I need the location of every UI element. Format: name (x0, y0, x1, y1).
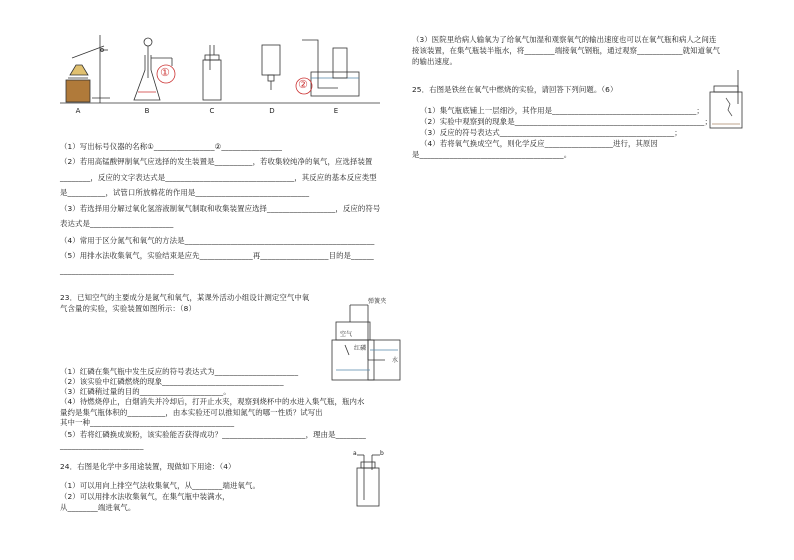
q23-label-phosphorus: 红磷 (354, 345, 367, 352)
q1-line3: ________，反应的文字表达式是__________________________________，其反应的基本反应类型 (60, 173, 377, 182)
q1-line2: （2）若用高锰酸钾制氧气应选择的发生装置是__________，若收集较纯净的氧气，应选择装置 (60, 157, 373, 166)
q23-line5: 量约是集气瓶体积的__________，由本实验还可以推知氮气的哪一性质？试写出 (60, 408, 323, 417)
q25-line3: （3）反应的符号表达式______________________________________________； (420, 128, 682, 137)
q24-3-line1: （3）医院里给病人输氧为了给氧气加湿和观察氧气的输出速度也可以在氧气瓶和病人之间连 (412, 35, 717, 44)
q23-line4: （4）待燃烧停止，白烟消失并冷却后，打开止水夹，观察到烧杯中的水进入集气瓶，瓶内水 (60, 397, 365, 406)
q25-line4: （4）若将氧气换成空气，则化学反应__________________进行，其原因 (420, 139, 658, 148)
q1-line1: （1）写出标号仪器的名称①________________②________________ (60, 142, 283, 151)
q23-line8: ______________________ (60, 441, 144, 450)
q25-line2: （2）实验中观察到的现象是__________________________________________________； (420, 117, 712, 126)
label-D: D (269, 107, 275, 115)
q1-line5: （3）若选择用分解过氧化氢溶液制氧气制取和收集装置应选择__________________，反应的符号 (60, 204, 381, 213)
q23-line6: 其中一种______________________________________ (60, 418, 235, 427)
q24-line1: （1）可以用向上排空气法收集氧气，从________端进氧气。 (60, 481, 260, 490)
marker-1: ① (160, 66, 170, 79)
q24-label-a: a (353, 450, 357, 457)
marker-2: ② (298, 78, 308, 91)
q23-label-clip: 弹簧夹 (368, 298, 387, 305)
q24-intro: 24．右图是化学中多用途装置，现做如下用途：（4） (60, 462, 236, 471)
q1-line6: 表达式是______________________ (60, 219, 174, 228)
label-B: B (144, 107, 150, 115)
q24-3-line3: 的输出速度。 (412, 57, 457, 66)
q25-intro: 25．右图是铁丝在氧气中燃烧的实验，请回答下列问题。（6） (412, 85, 618, 94)
q23-intro2: 气含量的实验，实验装置如图所示：（8） (60, 304, 196, 313)
q24-label-b: b (380, 450, 384, 457)
q23-line3: （3）红磷稍过量的目的______________________。 (60, 387, 231, 396)
q24-3-line2: 接该装置，在集气瓶装半瓶水，将________端接氧气钢瓶，通过观察____________就知道氧气 (412, 46, 721, 55)
q25-line1: （1）集气瓶底铺上一层细沙，其作用是______________________________________； (420, 106, 704, 115)
q1-line8: （5）用排水法收集氧气，实验结束是应先______________再__________________目的是______ (60, 251, 374, 260)
q23-label-air: 空气 (340, 331, 353, 338)
q23-line7: （5）若将红磷换成炭粉，该实验能否获得成功？______________________，理由是________ (60, 430, 366, 439)
q23-intro1: 23．已知空气的主要成分是氮气和氧气，某课外活动小组设计测定空气中氧 (60, 293, 310, 302)
q23-line1: （1）红磷在集气瓶中发生反应的符号表达式为______________________ (60, 367, 299, 376)
q1-line9: ______________________________ (60, 266, 174, 275)
q24-line2: （2）可以用排水法收集氧气，在集气瓶中装满水， (60, 492, 230, 501)
q24-line3: 从________端进氧气。 (60, 503, 136, 512)
label-C: C (209, 107, 215, 115)
label-A: A (75, 107, 81, 115)
q1-line4: 是__________，试管口所放棉花的作用是______________________________ (60, 188, 310, 197)
q25-line5: 是______________________________________。 (412, 150, 572, 159)
q23-line2: （2）该实验中红磷燃烧的现象________________________________ (60, 377, 284, 386)
q1-line7: （4）常用于区分氮气和氧气的方法是__________________________________________________ (60, 236, 375, 245)
q23-label-water: 水 (392, 357, 399, 364)
label-E: E (333, 107, 339, 115)
